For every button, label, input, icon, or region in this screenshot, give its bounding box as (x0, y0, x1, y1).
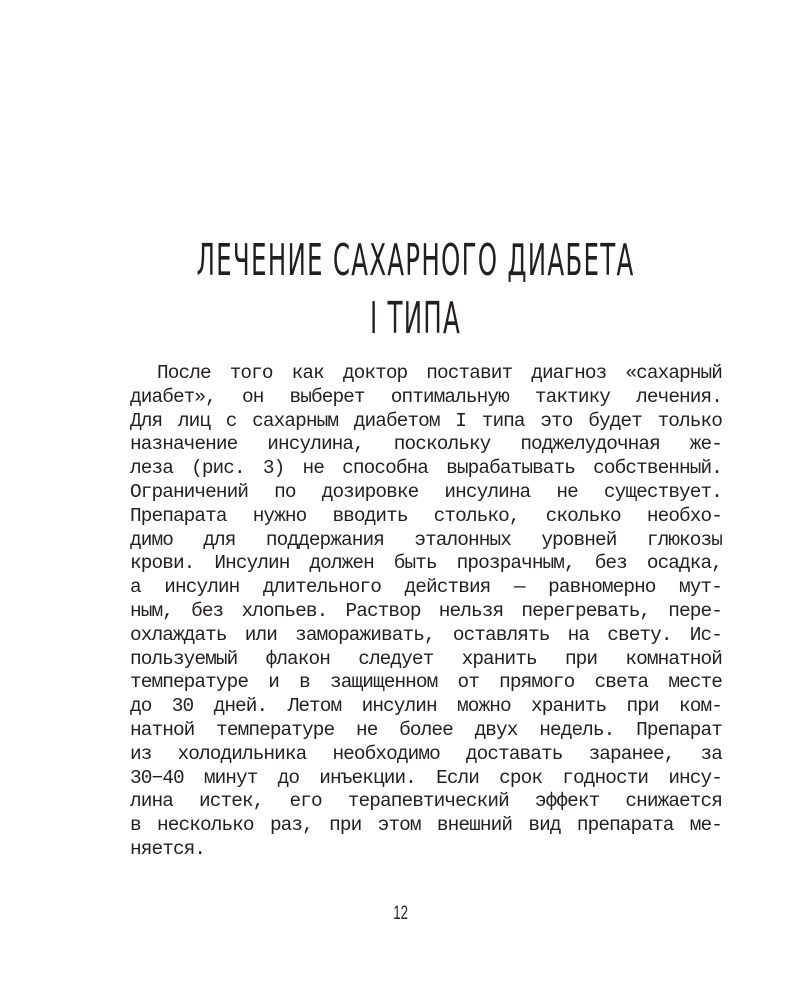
text-line: лина истек, его терапевтический эффект снижается (130, 790, 722, 813)
text-line: 30−40 минут до инъекции. Если срок годности инсу- (130, 766, 722, 789)
text-line: Ограничений по дозировке инсулина не существует. (130, 480, 722, 503)
text-line: крови. Инсулин должен быть прозрачным, без осадка, (130, 552, 722, 575)
text-line: После того как доктор поставит диагноз «сахарный (157, 362, 722, 384)
chapter-title (152, 232, 679, 348)
text-line: назначение инсулина, поскольку поджелудочная же- (130, 433, 722, 456)
text-line: Препарата нужно вводить столько, сколько необхо- (130, 504, 722, 527)
text-line: натной температуре не более двух недель. Препарат (130, 718, 722, 741)
text-line: диабет», он выберет оптимальную тактику лечения. (130, 385, 722, 408)
text-line: димо для поддержания эталонных уровней глюкозы (130, 528, 722, 551)
text-line: няется. (130, 837, 206, 860)
text-line: до 30 дней. Летом инсулин можно хранить при ком- (130, 695, 722, 718)
text-line: Для лиц с сахарным диабетом I типа это будет только (130, 409, 722, 432)
text-line: охлаждать или замораживать, оставлять на свету. Ис- (130, 623, 722, 646)
text-line: ным, без хлопьев. Раствор нельзя перегревать, пере- (130, 599, 722, 622)
text-line: температуре и в защищенном от прямого света месте (130, 671, 722, 694)
text-line: леза (рис. 3) не способна вырабатывать собственный. (130, 457, 722, 480)
text-line: а инсулин длительного действия — равномерно мут- (130, 576, 722, 599)
body-paragraph (130, 362, 722, 862)
chapter-title-line-1: ЛЕЧЕНИЕ САХАРНОГО ДИАБЕТА (196, 235, 635, 286)
page-number: 12 (393, 903, 408, 924)
text-line: пользуемый флакон следует хранить при комнатной (130, 647, 722, 670)
text-line: в несколько раз, при этом внешний вид препарата ме- (130, 814, 722, 837)
text-line: из холодильника необходимо доставать заранее, за (130, 742, 722, 765)
chapter-title-line-2: I ТИПА (369, 293, 462, 344)
